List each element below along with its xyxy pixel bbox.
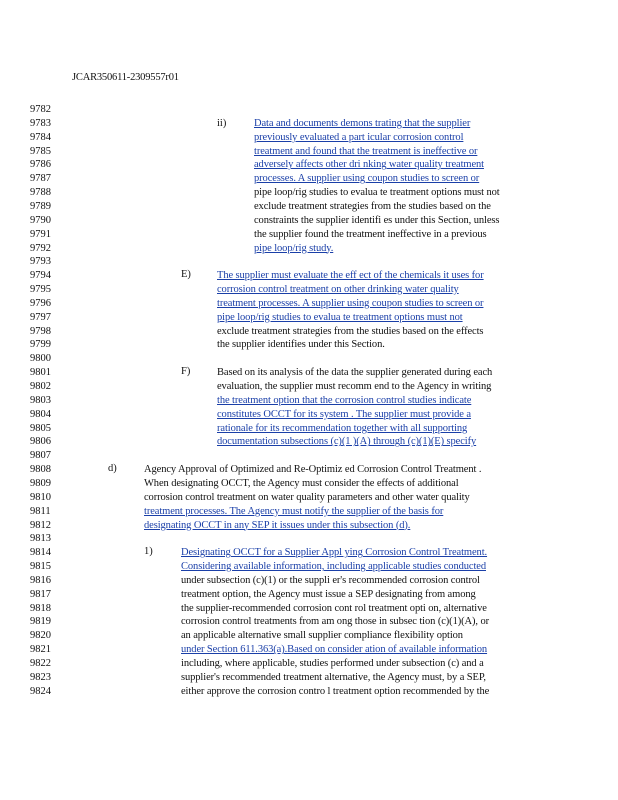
text-line: the supplier identifies under this Section. [217,339,385,351]
line-number: 9798 [30,325,51,337]
text-line: an applicable alternative small supplier compliance flexibility option [181,630,463,642]
line-number: 9801 [30,367,51,379]
line-number: 9793 [30,256,51,268]
marker-1: 1) [144,546,153,557]
line-number: 9803 [30,394,51,406]
text-line: under subsection (c)(1) or the suppli er's recommended corrosion control [181,574,480,586]
text-line: Based on its analysis of the data the supplier generated during each [217,367,493,379]
line-number: 9784 [30,131,51,143]
text-line: corrosion control treatments from am ong those in subsec tion (c)(1)(A), or [181,616,489,628]
text-line: processes. A supplier using coupon studies to screen or [254,173,480,185]
line-number: 9782 [30,104,51,115]
text-line: When designating OCCT, the Agency must consider the effects of additional [144,477,459,489]
text-line: designating OCCT in any SEP it issues under this subsection (d). [144,519,411,531]
line-number: 9791 [30,228,51,240]
document-header: JCAR350611-2309557r01 [72,72,179,83]
text-line: corrosion control treatment on water quality parameters and other water quality [144,491,470,503]
text-line: pipe loop/rig studies to evalua te treatment options must not [217,311,463,323]
line-number: 9820 [30,630,51,642]
text-line: pipe loop/rig studies to evalua te treatment options must not [254,187,500,199]
line-number: 9797 [30,311,51,323]
line-number: 9812 [30,519,51,531]
line-number: 9789 [30,200,51,212]
text-line: Agency Approval of Optimized and Re-Optimiz ed Corrosion Control Treatment . [144,464,482,476]
text-line: under Section 611.363(a).Based on consider ation of available information [181,644,488,656]
text-line: constraints the supplier identifi es under this Section, unless [254,214,500,226]
line-number: 9799 [30,339,51,351]
text-line: Designating OCCT for a Supplier Appl ying Corrosion Control Treatment. [181,547,488,559]
line-number: 9821 [30,644,51,656]
marker-e: E) [181,269,191,280]
line-number: 9815 [30,561,51,573]
line-number: 9813 [30,533,51,545]
text-line: pipe loop/rig study. [254,242,334,254]
line-number: 9800 [30,353,51,365]
text-line: the supplier found the treatment ineffective in a previous [254,228,487,240]
text-line: exclude treatment strategies from the studies based on the effects [217,325,484,337]
line-number: 9809 [30,477,51,489]
line-number: 9817 [30,588,51,600]
text-line: documentation subsections (c)(1 )(A) through (c)(1)(E) specify [217,436,477,448]
line-number: 9822 [30,658,51,669]
marker-ii: ii) [217,118,227,129]
line-number: 9810 [30,491,51,503]
text-line: constitutes OCCT for its system . The supplier must provide a [217,408,471,420]
line-number: 9786 [30,159,51,171]
line-number: 9795 [30,284,51,296]
line-number: 9787 [30,173,51,185]
line-number: 9814 [30,547,51,559]
line-number: 9788 [30,187,51,199]
text-line: the treatment option that the corrosion control studies indicate [217,394,472,406]
text-line: treatment processes. A supplier using coupon studies to screen or [217,297,484,309]
marker-f: F) [181,366,191,377]
text-line: the supplier-recommended corrosion cont rol treatment opti on, alternative [181,602,487,614]
line-number: 9796 [30,297,51,309]
line-number: 9783 [30,117,51,129]
line-number: 9816 [30,574,51,586]
text-line: Data and documents demons trating that the supplier [254,117,471,129]
line-number: 9792 [30,242,51,254]
text-line: The supplier must evaluate the eff ect of the chemicals it uses for [217,270,484,282]
text-line: evaluation, the supplier must recomm end to the Agency in writing [217,381,492,392]
line-number: 9804 [30,408,51,420]
line-number: 9824 [30,685,51,697]
text-line: rationale for its recommendation together with all supporting [217,422,468,434]
line-number: 9794 [30,270,51,282]
line-number: 9823 [30,671,51,683]
text-line: exclude treatment strategies from the studies based on the [254,200,491,212]
line-number: 9807 [30,450,51,462]
text-line: treatment option, the Agency must issue a SEP designating from among [181,588,476,600]
line-number: 9811 [30,505,51,517]
line-number: 9818 [30,602,51,614]
text-line: either approve the corrosion contro l treatment option recommended by the [181,685,490,697]
line-number: 9805 [30,422,51,434]
text-line: adversely affects other dri nking water quality treatment [254,159,484,171]
line-number: 9790 [30,214,51,226]
text-line: previously evaluated a part icular corrosion control [254,131,464,143]
line-number: 9819 [30,616,51,628]
text-line: corrosion control treatment on other drinking water quality [217,284,459,296]
text-line: treatment processes. The Agency must notify the supplier of the basis for [144,505,444,517]
text-line: including, where applicable, studies performed under subsection (c) and a [181,658,484,669]
line-number: 9785 [30,145,51,157]
text-line: supplier's recommended treatment alternative, the Agency must, by a SEP, [181,671,486,683]
line-number: 9802 [30,381,51,392]
line-number: 9808 [30,464,51,476]
text-line: treatment and found that the treatment is ineffective or [254,145,478,157]
marker-d: d) [108,463,117,474]
text-line: Considering available information, including applicable studies conducted [181,561,486,573]
line-number: 9806 [30,436,51,448]
